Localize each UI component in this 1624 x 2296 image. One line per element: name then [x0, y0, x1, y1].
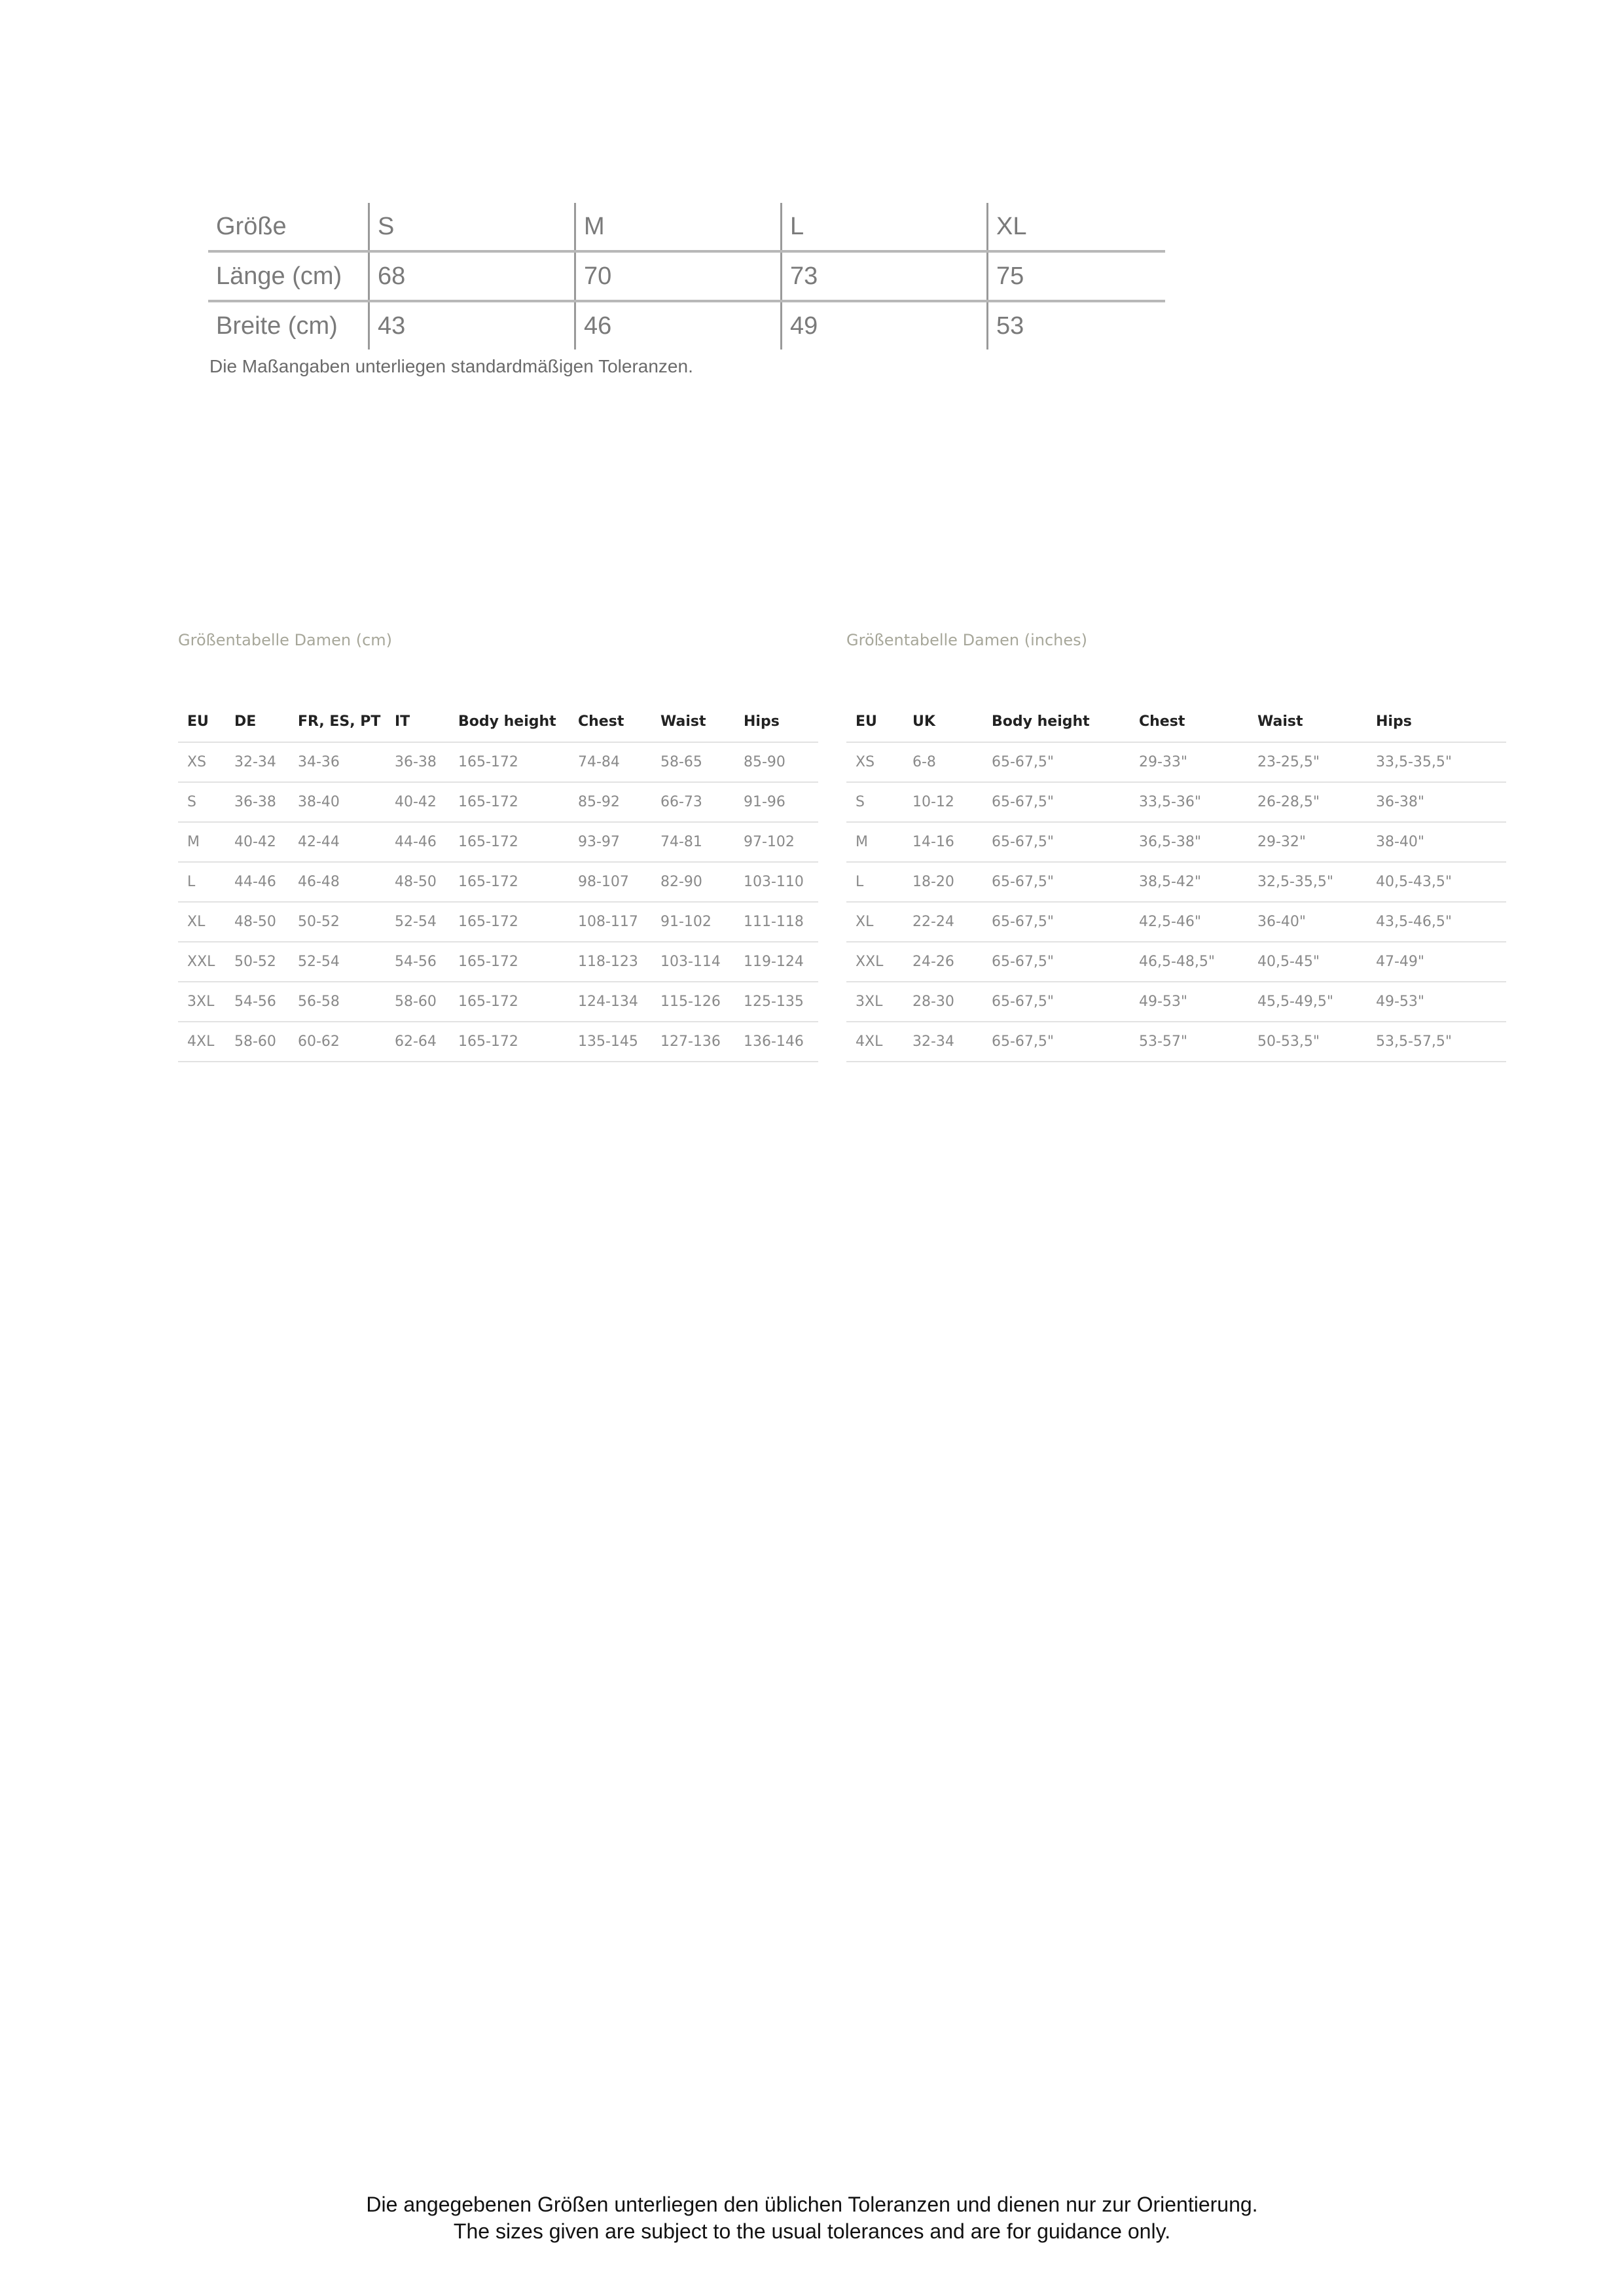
table-cell: 74-84 — [569, 742, 651, 782]
table-cell: 73 — [782, 251, 988, 301]
table-cell: XXL — [178, 942, 225, 982]
table-cell: 115-126 — [651, 982, 734, 1022]
table-cell: 40,5-43,5" — [1367, 862, 1506, 902]
table-cell: XL — [846, 902, 903, 942]
product-measurements — [208, 203, 1165, 377]
table-cell: 91-102 — [651, 902, 734, 942]
table-cell: 42-44 — [289, 822, 386, 862]
table-cell: 103-114 — [651, 942, 734, 982]
table-cell: XXL — [846, 942, 903, 982]
table-cell: 6-8 — [903, 742, 983, 782]
table-cell: 4XL — [846, 1022, 903, 1062]
table-cell: 74-81 — [651, 822, 734, 862]
table-row — [846, 942, 1506, 982]
table-cell: S — [369, 203, 575, 251]
table-cell: 49 — [782, 301, 988, 350]
table-cell: 65-67,5" — [983, 942, 1130, 982]
table-cell: 65-67,5" — [983, 782, 1130, 822]
table-cell: 32-34 — [903, 1022, 983, 1062]
table-cell: 46-48 — [289, 862, 386, 902]
table-cell: 3XL — [178, 982, 225, 1022]
footer-line-en: The sizes given are subject to the usual tolerances and are for guidance only. — [453, 2219, 1171, 2243]
table-cell: 53-57" — [1130, 1022, 1248, 1062]
table-cell: 103-110 — [734, 862, 818, 902]
table-cell: 50-53,5" — [1248, 1022, 1367, 1062]
table-cell: L — [846, 862, 903, 902]
table-row — [178, 942, 818, 982]
table-cell: 91-96 — [734, 782, 818, 822]
column-header: EU — [846, 701, 903, 742]
table-cell: 42,5-46" — [1130, 902, 1248, 942]
table-row — [846, 862, 1506, 902]
table-cell: 65-67,5" — [983, 902, 1130, 942]
table-cell: 65-67,5" — [983, 822, 1130, 862]
table-cell: 58-65 — [651, 742, 734, 782]
table-cell: 124-134 — [569, 982, 651, 1022]
product-measurements-table — [208, 203, 1165, 350]
table-cell: XS — [846, 742, 903, 782]
table-row — [178, 782, 818, 822]
column-header: EU — [178, 701, 225, 742]
size-table-inches-header — [846, 701, 1506, 742]
table-cell: 75 — [988, 251, 1166, 301]
footer-line-de: Die angegebenen Größen unterliegen den üblichen Toleranzen und dienen nur zur Orientierung. — [366, 2193, 1258, 2216]
size-table-cm-body — [178, 742, 818, 1062]
table-cell: 54-56 — [386, 942, 449, 982]
table-cell: 36-38 — [225, 782, 289, 822]
table-cell: 58-60 — [225, 1022, 289, 1062]
table-cell: XL — [988, 203, 1166, 251]
table-cell: 53,5-57,5" — [1367, 1022, 1506, 1062]
table-cell: M — [575, 203, 782, 251]
table-cell: 97-102 — [734, 822, 818, 862]
table-row — [846, 982, 1506, 1022]
table-cell: 36-38 — [386, 742, 449, 782]
table-cell: 46,5-48,5" — [1130, 942, 1248, 982]
table-row — [846, 742, 1506, 782]
table-cell: 65-67,5" — [983, 1022, 1130, 1062]
table-cell: 43,5-46,5" — [1367, 902, 1506, 942]
table-cell: 165-172 — [449, 862, 569, 902]
size-table-cm-header — [178, 701, 818, 742]
table-cell: 127-136 — [651, 1022, 734, 1062]
table-cell: 48-50 — [225, 902, 289, 942]
table-cell: 165-172 — [449, 942, 569, 982]
table-row — [178, 822, 818, 862]
table-cell: 65-67,5" — [983, 982, 1130, 1022]
column-header: Hips — [734, 701, 818, 742]
table-cell: 33,5-36" — [1130, 782, 1248, 822]
table-cell: 125-135 — [734, 982, 818, 1022]
table-cell: 28-30 — [903, 982, 983, 1022]
size-table-inches — [846, 701, 1506, 1062]
table-cell: Breite (cm) — [208, 301, 369, 350]
table-cell: 65-67,5" — [983, 862, 1130, 902]
table-cell: 33,5-35,5" — [1367, 742, 1506, 782]
column-header: Waist — [651, 701, 734, 742]
table-row — [208, 301, 1165, 350]
table-cell: Länge (cm) — [208, 251, 369, 301]
table-cell: 111-118 — [734, 902, 818, 942]
table-cell: 40-42 — [386, 782, 449, 822]
table-cell: 56-58 — [289, 982, 386, 1022]
table-cell: 52-54 — [289, 942, 386, 982]
table-cell: M — [846, 822, 903, 862]
table-row — [846, 782, 1506, 822]
table-cell: 98-107 — [569, 862, 651, 902]
column-header: Waist — [1248, 701, 1367, 742]
table-cell: 18-20 — [903, 862, 983, 902]
table-cell: 36-38" — [1367, 782, 1506, 822]
table-cell: 70 — [575, 251, 782, 301]
table-cell: 32-34 — [225, 742, 289, 782]
table-cell: 65-67,5" — [983, 742, 1130, 782]
table-cell: 10-12 — [903, 782, 983, 822]
table-cell: 136-146 — [734, 1022, 818, 1062]
table-cell: 26-28,5" — [1248, 782, 1367, 822]
table-cell: 93-97 — [569, 822, 651, 862]
column-header: Chest — [1130, 701, 1248, 742]
column-header: DE — [225, 701, 289, 742]
table-row — [178, 982, 818, 1022]
table-cell: 165-172 — [449, 902, 569, 942]
table-cell: 50-52 — [289, 902, 386, 942]
table-cell: 49-53" — [1130, 982, 1248, 1022]
table-cell: XS — [178, 742, 225, 782]
table-cell: Größe — [216, 212, 287, 240]
table-cell: 38,5-42" — [1130, 862, 1248, 902]
table-cell: 54-56 — [225, 982, 289, 1022]
table-cell: 22-24 — [903, 902, 983, 942]
table-cell: 4XL — [178, 1022, 225, 1062]
table-row — [178, 742, 818, 782]
table-cell: 14-16 — [903, 822, 983, 862]
table-cell: 135-145 — [569, 1022, 651, 1062]
table-cell: 32,5-35,5" — [1248, 862, 1367, 902]
table-cell: 43 — [369, 301, 575, 350]
table-cell: 50-52 — [225, 942, 289, 982]
table-header-row — [846, 701, 1506, 742]
table-cell: 29-33" — [1130, 742, 1248, 782]
table-cell: 3XL — [846, 982, 903, 1022]
size-table-cm — [178, 701, 818, 1062]
table-cell: S — [178, 782, 225, 822]
table-cell: L — [178, 862, 225, 902]
table-cell: 85-92 — [569, 782, 651, 822]
table-row — [846, 1022, 1506, 1062]
table-cell: 38-40 — [289, 782, 386, 822]
table-cell: 29-32" — [1248, 822, 1367, 862]
table-cell: 48-50 — [386, 862, 449, 902]
column-header: FR, ES, PT — [289, 701, 386, 742]
table-cell: M — [178, 822, 225, 862]
table-cell: XL — [178, 902, 225, 942]
table-cell: 165-172 — [449, 822, 569, 862]
size-table-cm-title: Größentabelle Damen (cm) — [178, 631, 393, 649]
table-row — [208, 203, 1165, 251]
table-cell: 36,5-38" — [1130, 822, 1248, 862]
size-table-inches-body — [846, 742, 1506, 1062]
table-row — [178, 862, 818, 902]
table-cell: 36-40" — [1248, 902, 1367, 942]
column-header: Chest — [569, 701, 651, 742]
column-header: Body height — [449, 701, 569, 742]
column-header: Body height — [983, 701, 1130, 742]
table-cell: 47-49" — [1367, 942, 1506, 982]
table-cell: 58-60 — [386, 982, 449, 1022]
table-cell: 46 — [575, 301, 782, 350]
table-cell: 49-53" — [1367, 982, 1506, 1022]
table-cell: 45,5-49,5" — [1248, 982, 1367, 1022]
table-cell: 53 — [988, 301, 1166, 350]
table-row — [846, 822, 1506, 862]
table-row — [208, 251, 1165, 301]
tolerance-note: Die Maßangaben unterliegen standardmäßigen Toleranzen. — [209, 356, 693, 376]
table-row — [846, 902, 1506, 942]
table-cell: 119-124 — [734, 942, 818, 982]
table-cell: S — [846, 782, 903, 822]
table-cell: 52-54 — [386, 902, 449, 942]
size-table-inches-title: Größentabelle Damen (inches) — [846, 631, 1088, 649]
column-header: Hips — [1367, 701, 1506, 742]
table-cell: 24-26 — [903, 942, 983, 982]
table-cell: 118-123 — [569, 942, 651, 982]
table-row — [178, 1022, 818, 1062]
table-cell: 68 — [369, 251, 575, 301]
table-cell: 44-46 — [386, 822, 449, 862]
column-header: IT — [386, 701, 449, 742]
footer-disclaimer — [0, 2191, 1624, 2245]
table-cell: 38-40" — [1367, 822, 1506, 862]
table-cell: 40,5-45" — [1248, 942, 1367, 982]
table-cell: L — [782, 203, 988, 251]
table-cell: 165-172 — [449, 742, 569, 782]
table-cell: 165-172 — [449, 1022, 569, 1062]
table-cell: 44-46 — [225, 862, 289, 902]
table-cell: 82-90 — [651, 862, 734, 902]
table-cell: 108-117 — [569, 902, 651, 942]
table-header-row — [178, 701, 818, 742]
table-cell: 60-62 — [289, 1022, 386, 1062]
table-cell: 62-64 — [386, 1022, 449, 1062]
column-header: UK — [903, 701, 983, 742]
table-cell: 40-42 — [225, 822, 289, 862]
table-cell: 23-25,5" — [1248, 742, 1367, 782]
table-cell: 165-172 — [449, 982, 569, 1022]
table-cell: 85-90 — [734, 742, 818, 782]
table-cell: 66-73 — [651, 782, 734, 822]
table-row — [178, 902, 818, 942]
table-cell: 165-172 — [449, 782, 569, 822]
table-cell: 34-36 — [289, 742, 386, 782]
